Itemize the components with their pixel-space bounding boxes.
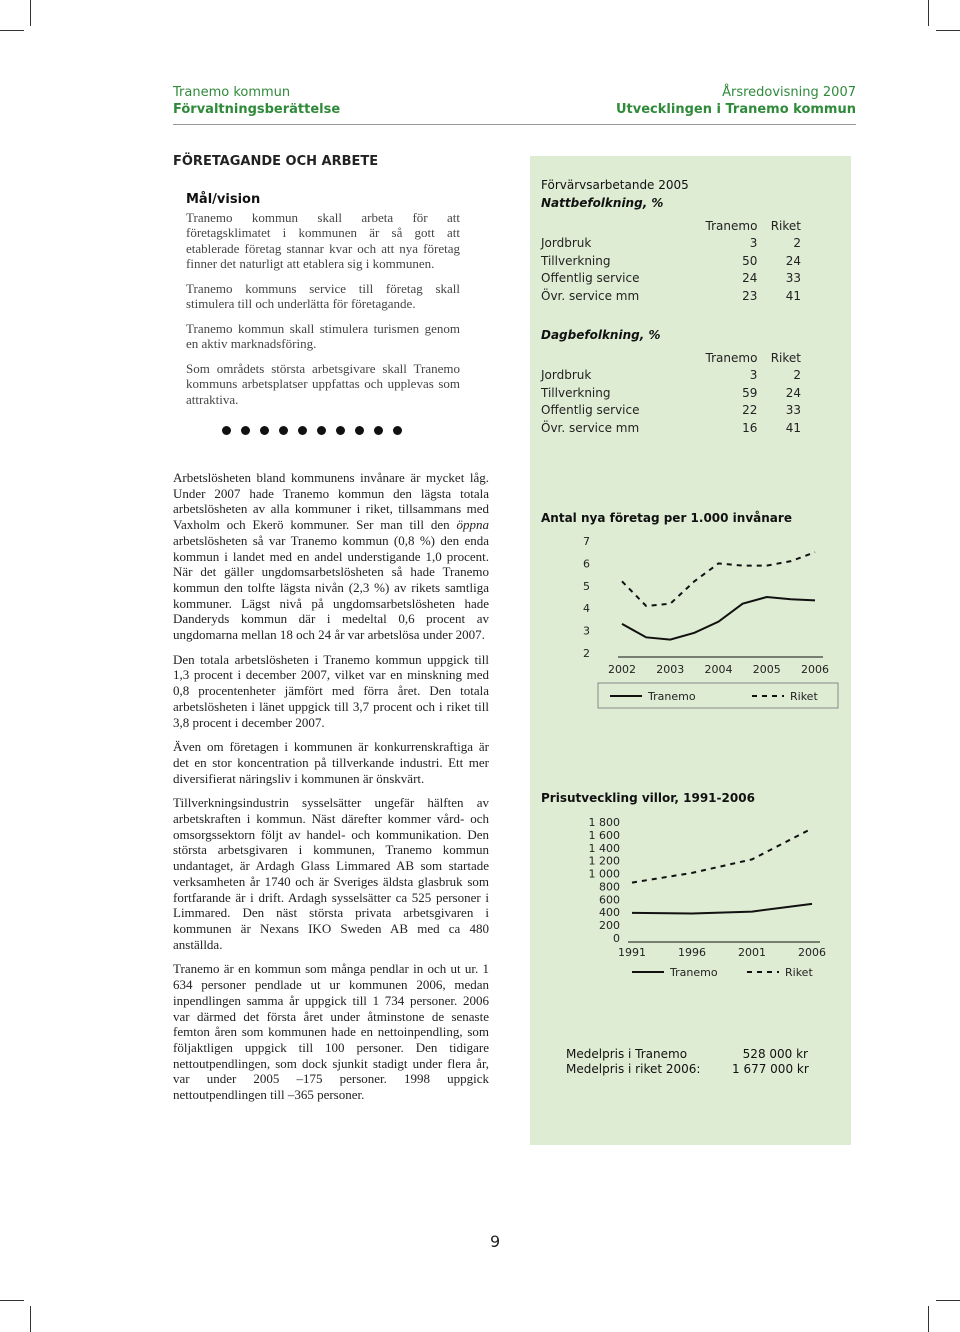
table-cell: 3 [749, 368, 758, 383]
y-tick-label: 400 [599, 906, 620, 920]
x-tick-label: 2003 [656, 663, 685, 676]
table-cell: Tillverkning [541, 253, 611, 268]
x-tick-label: 1996 [678, 946, 706, 959]
table-header-cell: Riket [770, 350, 801, 365]
table-row [541, 419, 801, 437]
table-header-cell: Tranemo [705, 350, 758, 365]
night-population-table [541, 217, 801, 305]
y-tick-label: 6 [583, 557, 590, 571]
x-tick-label: 2006 [798, 946, 826, 959]
body-paragraph: Tillverkningsindustrin sysselsätter ungefär hälften av arbetskraften i kommun. Näst därefter kommer vård- och omsorgssektorn följt av handel- och kommunikation. Den största arbetsgivaren i kommunen, Tranemo kommun undantaget, är Ardagh Glass Limmared AB som startade verksamheten år 1740 och är Sveriges äldsta glasbruk som fortfarande är i drift. Ardagh sysselsätter ca 525 personer i Limmared. Den näst största privata arbetsgivaren i kommunen är Nexans IKO Sweden AB med ca 480 anställda. [173, 795, 489, 952]
table-cell: 16 [742, 420, 758, 435]
crop-mark [30, 1306, 31, 1332]
header-chapter: Utvecklingen i Tranemo kommun [616, 102, 856, 117]
employment-title: Förvärvsarbetande 2005 [541, 178, 689, 192]
table-cell: 2 [793, 236, 801, 251]
price-label: Medelpris i Tranemo [566, 1047, 688, 1061]
dot-icon [355, 426, 364, 435]
page-number: 9 [490, 1232, 501, 1251]
table-cell: Offentlig service [541, 403, 640, 418]
house-price-chart [530, 810, 851, 990]
table-cell: Övr. service mm [541, 420, 640, 435]
crop-mark [0, 30, 24, 31]
y-tick-label: 1 200 [588, 854, 620, 868]
table1-title: Nattbefolkning, % [541, 196, 664, 210]
dot-icon [393, 426, 402, 435]
legend-label: Tranemo [670, 966, 718, 979]
y-tick-label: 1 800 [588, 816, 620, 829]
y-tick-label: 7 [583, 535, 590, 548]
y-tick-label: 200 [599, 919, 620, 933]
table-cell: Tillverkning [541, 385, 611, 400]
body-paragraph: Tranemo är en kommun som många pendlar in och ut ur. 1 634 personer pendlade ut ur kommunen 2006, medan inpendlingen samma år uppgick till 1 734 personer. 2006 var därmed det första året under åtminstone de senaste femton åren som kommunen hade en nettoinpendling, som följaktligen uppgick till 100 personer. Den tidigare nettoutpendlingen, som dock sjunkit stadigt under flera år, var under 2005 –175 personer. 1998 uppgick nettoutpendlingen till –365 personer. [173, 961, 489, 1103]
series-line-riket [632, 828, 812, 882]
table-cell: Övr. service mm [541, 288, 640, 303]
dot-icon [222, 426, 231, 435]
table-row [541, 252, 801, 270]
dot-icon [279, 426, 288, 435]
price-label: Medelpris i riket 2006: [566, 1062, 701, 1076]
price-row [566, 1047, 808, 1061]
dot-separator [222, 426, 402, 435]
header-rule [173, 124, 856, 125]
new-companies-chart [530, 528, 851, 718]
table-row [541, 367, 801, 385]
table-row [541, 402, 801, 420]
dot-icon [374, 426, 383, 435]
body-paragraph: Även om företagen i kommunen är konkurrenskraftiga är det en stor koncentration på tillverkande industri. Ett mer diversifierat näringsliv i kommunen är önskvärt. [173, 739, 489, 786]
x-tick-label: 2001 [738, 946, 766, 959]
table-cell: 50 [742, 253, 758, 268]
price-value: 1 677 000 kr [732, 1062, 809, 1076]
body-emphasis: öppna [456, 517, 489, 533]
crop-mark [0, 1300, 24, 1301]
table-cell: 24 [785, 385, 801, 400]
dot-icon [260, 426, 269, 435]
body-text-span: Arbetslösheten bland kommunens invånare är mycket låg. Under 2007 hade Tranemo kommun den lägsta totala arbetslösheten av alla kommuner i riket, tillsammans med Vaxholm och Ekerö kommuner. Ser man till den [173, 470, 489, 533]
y-tick-label: 2 [583, 647, 590, 660]
table-header-cell: Riket [770, 218, 801, 233]
table-cell: 41 [785, 420, 801, 435]
y-tick-label: 5 [583, 579, 590, 593]
header-section: Förvaltningsberättelse [173, 102, 341, 117]
goal-paragraph: Tranemo kommun skall stimulera turismen genom en aktiv marknadsföring. [186, 320, 460, 351]
x-tick-label: 1991 [618, 946, 646, 959]
chart-title: Prisutveckling villor, 1991-2006 [541, 791, 755, 805]
table-row [541, 270, 801, 288]
table-cell: Offentlig service [541, 271, 640, 286]
table-cell: 3 [749, 236, 758, 251]
goal-heading: Mål/vision [186, 192, 261, 207]
x-tick-label: 2006 [801, 663, 829, 676]
table-cell [541, 349, 683, 367]
chart-title: Antal nya företag per 1.000 invånare [541, 511, 792, 525]
table-cell: 24 [785, 253, 801, 268]
table-cell: 22 [742, 403, 758, 418]
table-header-cell: Tranemo [705, 218, 758, 233]
y-tick-label: 800 [599, 880, 620, 894]
table-header-row [541, 217, 801, 235]
table-cell: 33 [785, 271, 801, 286]
price-row [566, 1062, 809, 1076]
series-line-tranemo [632, 904, 812, 914]
price-value: 528 000 kr [742, 1047, 808, 1061]
header-right [616, 84, 856, 118]
header-report: Årsredovisning 2007 [722, 85, 856, 100]
table-row [541, 287, 801, 305]
goal-paragraph: Som områdets största arbetsgivare skall Tranemo kommuns arbetsplatser uppfattas och upplevas som attraktiva. [186, 360, 460, 407]
crop-mark [928, 0, 929, 26]
body-paragraph [173, 470, 489, 643]
x-tick-label: 2005 [752, 663, 781, 676]
y-tick-label: 600 [599, 893, 620, 907]
crop-mark [30, 0, 31, 26]
goal-paragraph: Tranemo kommun skall arbeta för att företagsklimatet i kommunen är så gott att etablerade företag stannar kvar och att nya företag finner det naturligt att etablera sig i kommunen. [186, 209, 460, 271]
y-tick-label: 3 [583, 624, 590, 638]
x-tick-label: 2002 [608, 663, 636, 676]
dot-icon [241, 426, 250, 435]
x-tick-label: 2004 [704, 663, 733, 676]
table-cell: 2 [793, 368, 801, 383]
table2-title: Dagbefolkning, % [541, 328, 661, 342]
goal-box [186, 192, 460, 416]
section-title: FÖRETAGANDE OCH ARBETE [173, 154, 379, 169]
header-municipality: Tranemo kommun [173, 85, 291, 100]
legend-label: Riket [785, 966, 813, 979]
dot-icon [298, 426, 307, 435]
body-text [173, 470, 489, 1112]
table-cell: 23 [742, 288, 758, 303]
body-text-span: arbetslösheten så var Tranemo kommun (0,8 %) den enda kommun i landet med en andel understigande 1,0 procent. När det gäller ungdomsarbetslösheten så hade Tranemo kommun den tolfte lägsta nivån (2,3 %) av rikets samtliga kommuner. Lägst nivå på ungdomsarbetslösheten hade Danderyds kommun där i medeltal 0,6 procent av ungdomarna mellan 18 och 24 år var arbetslösa under 2007. [173, 532, 489, 643]
header-left [173, 84, 340, 118]
series-line-tranemo [622, 597, 815, 640]
dot-icon [336, 426, 345, 435]
table-cell [541, 217, 683, 235]
day-population-table [541, 349, 801, 437]
dot-icon [317, 426, 326, 435]
goal-paragraph: Tranemo kommuns service till företag skall stimulera till och underlätta för företagande. [186, 280, 460, 311]
y-tick-label: 1 400 [588, 841, 620, 855]
legend-label: Riket [790, 690, 818, 703]
table-cell: Jordbruk [541, 236, 592, 251]
body-paragraph: Den totala arbetslösheten i Tranemo kommun uppgick till 1,3 procent i december 2007, vilket var en minskning med 0,8 procentenheter jämfört med förra året. Den totala arbetslösheten i länet uppgick till 3,7 procent och i riket till 3,8 procent i december 2007. [173, 651, 489, 730]
table-row [541, 235, 801, 253]
table-cell: 33 [785, 403, 801, 418]
y-tick-label: 0 [613, 932, 620, 945]
table-cell: 41 [785, 288, 801, 303]
y-tick-label: 1 600 [588, 828, 620, 842]
table-cell: Jordbruk [541, 368, 592, 383]
table-row [541, 384, 801, 402]
crop-mark [928, 1306, 929, 1332]
table-cell: 59 [742, 385, 758, 400]
legend-label: Tranemo [648, 690, 696, 703]
crop-mark [936, 30, 960, 31]
y-tick-label: 4 [583, 602, 590, 616]
crop-mark [936, 1300, 960, 1301]
table-cell: 24 [742, 271, 758, 286]
y-tick-label: 1 000 [588, 867, 620, 881]
table-header-row [541, 349, 801, 367]
